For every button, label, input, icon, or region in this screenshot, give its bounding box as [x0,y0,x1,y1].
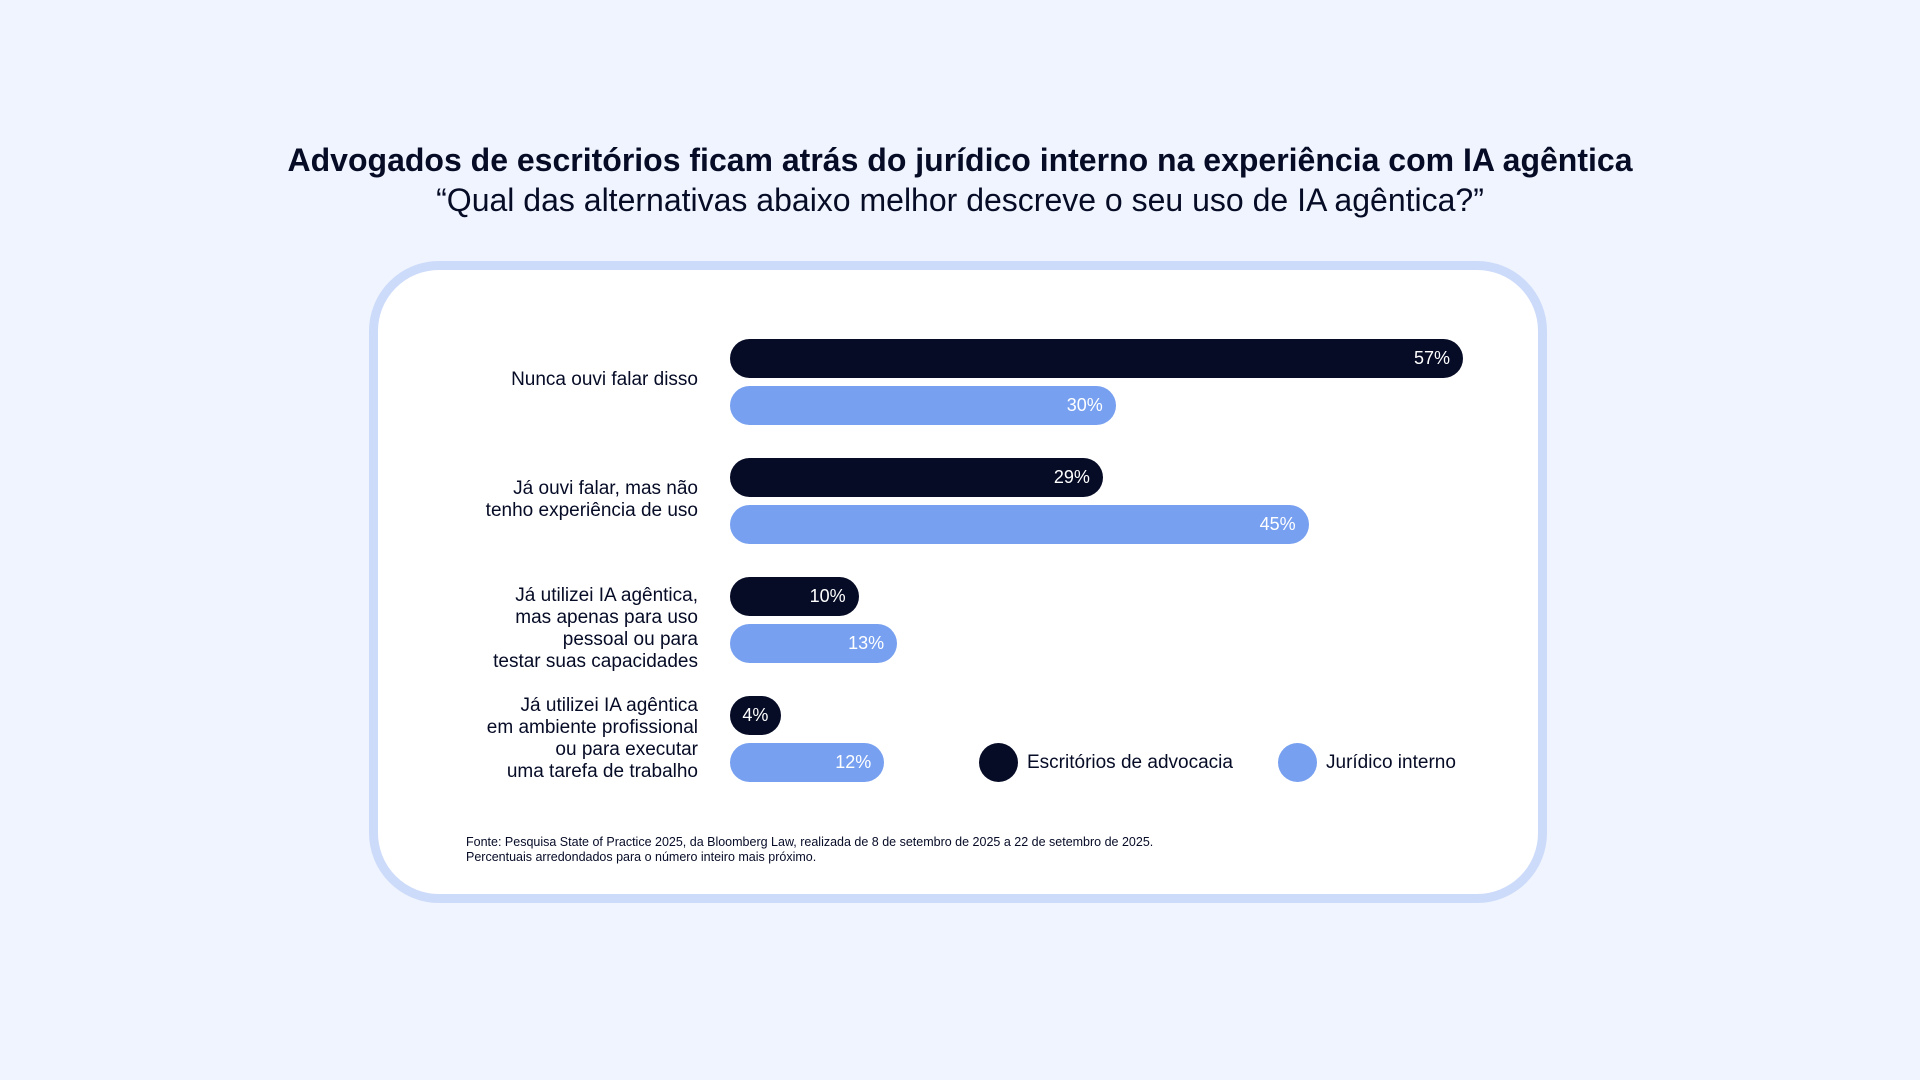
category-label-line: Já ouvi falar, mas não [513,478,698,499]
category-label-line: ou para executar [555,739,698,760]
category-label-line: mas apenas para uso [515,607,698,628]
bar-escritorios-1 [730,339,1463,378]
chart-subtitle: “Qual das alternativas abaixo melhor descreve o seu uso de IA agêntica?” [436,182,1484,218]
bar-juridico-4 [730,743,884,782]
bar-juridico-3 [730,624,897,663]
category-label-1 [511,369,698,391]
bar-juridico-1 [730,386,1116,425]
bar-juridico-2 [730,505,1309,544]
bar-value-label: 10% [809,586,846,606]
category-label-line: Já utilizei IA agêntica [520,695,698,716]
legend-swatch-escritorios [979,743,1018,782]
bar-escritorios-3 [730,577,859,616]
bar-value-label: 57% [1413,348,1450,368]
legend-item-escritorios [979,743,1233,782]
category-label-line: uma tarefa de trabalho [506,761,698,782]
bar-value-label: 29% [1053,467,1090,487]
category-label-line: tenho experiência de uso [485,500,698,521]
category-label-line: testar suas capacidades [493,651,698,672]
bar-value-label: 45% [1259,514,1296,534]
category-label-line: em ambiente profissional [486,717,698,738]
bar-value-label: 4% [742,705,769,725]
chart-title: Advogados de escritórios ficam atrás do jurídico interno na experiência com IA agêntica [287,142,1633,178]
legend-label-escritorios: Escritórios de advocacia [1027,751,1233,773]
footnote-source: Fonte: Pesquisa State of Practice 2025, da Bloomberg Law, realizada de 8 de setembro de 2025 a 22 de setembro de 2025. [466,835,1154,849]
bar-escritorios-2 [730,458,1103,497]
footnote-rounding: Percentuais arredondados para o número inteiro mais próximo. [466,850,817,864]
chart-titles [0,140,1920,220]
bar-value-label: 30% [1066,395,1103,415]
bar-value-label: 13% [848,633,885,653]
category-label-line: Já utilizei IA agêntica, [515,585,698,606]
footnote [466,835,1153,865]
category-label-line: pessoal ou para [562,629,698,650]
bar-value-label: 12% [835,752,872,772]
legend-swatch-juridico [1278,743,1317,782]
category-label-2 [486,478,698,522]
category-label-3 [493,585,698,673]
category-label-line: Nunca ouvi falar disso [511,369,698,390]
legend-label-juridico: Jurídico interno [1326,751,1456,773]
legend-item-juridico [1278,743,1456,782]
category-label-4 [487,695,698,783]
bar-escritorios-4 [730,696,781,735]
